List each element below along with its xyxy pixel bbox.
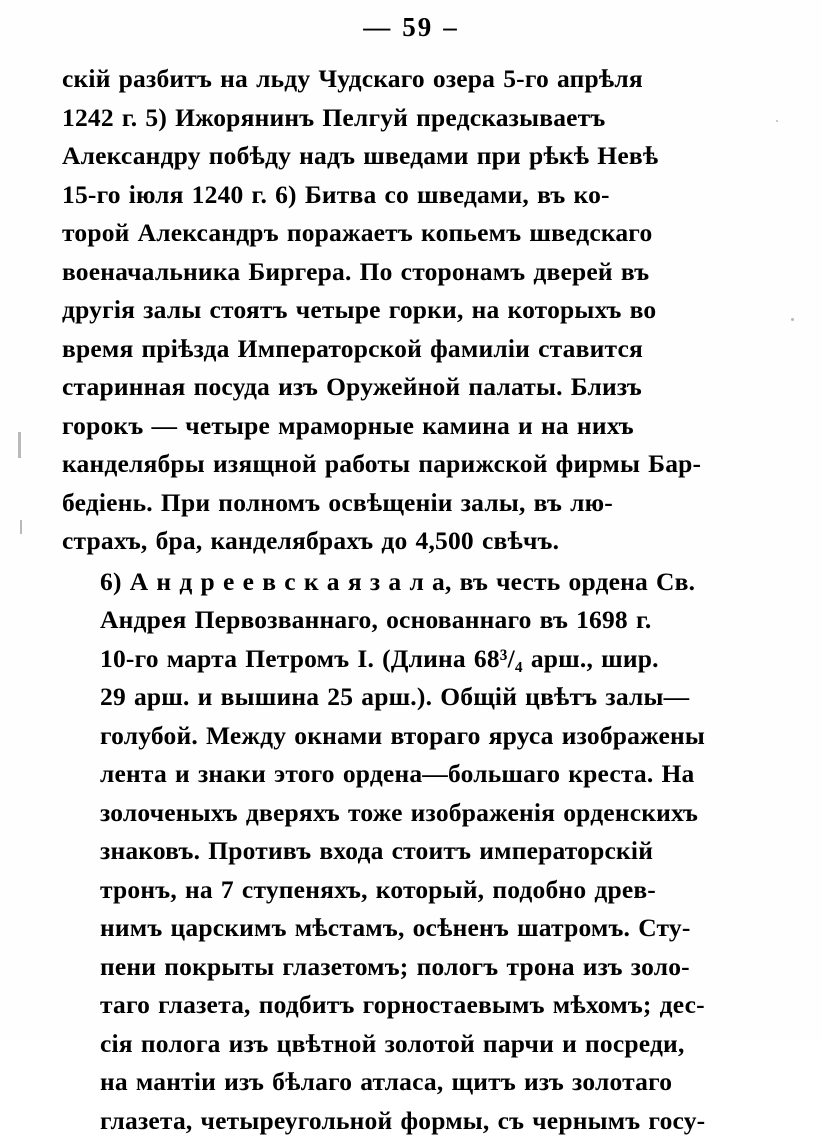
text-line: страхъ, бра, канделябрахъ до 4,500 свѣчъ. [62,526,560,555]
page-number-dash-left: — [363,12,393,42]
scan-artifact-right [791,318,794,321]
text-line: Александру побѣду надъ шведами при рѣкѣ Невѣ [62,141,659,170]
text-line: другія залы стоятъ четыре горки, на которыхъ во [62,295,657,324]
text-line: канделябры изящной работы парижской фирмы Бар- [62,449,702,478]
page-number-header [0,0,822,44]
page-number-value: 59 [402,12,434,42]
paragraph-continued [62,60,764,561]
text-line: золоченыхъ дверяхъ тоже изображенія орденскихъ [100,797,699,827]
text-line: 10-го марта Петромъ I. (Длина 68³/₄ арш., шир. [100,643,659,673]
text-line: тронъ, на 7 ступеняхъ, который, подобно древ- [100,874,657,904]
text-line: время пріѣзда Императорской фамиліи ставится [62,333,644,363]
text-line: знаковъ. Противъ входа стоитъ императорскій [100,836,654,865]
text-line: бедіень. При полномъ освѣщеніи залы, въ лю- [62,487,613,517]
text-line: лента и знаки этого ордена—большаго креста. На [100,759,695,788]
text-line: 29 арш. и вышина 25 арш.). Общій цвѣтъ залы— [100,682,690,711]
page-body [62,60,764,1135]
text-line: 6) А н д р е е в с к а я з а л а, въ честь ордена Св. [100,566,696,596]
text-line: сія полога изъ цвѣтной золотой парчи и посреди, [100,1028,685,1058]
text-line: 1242 г. 5) Ижорянинъ Пелгуй предсказываетъ [62,102,606,132]
scan-artifact-right-secondary [776,120,778,122]
text-line: торой Александръ поражаетъ копьемъ шведскаго [62,218,653,247]
text-line: 15-го іюля 1240 г. 6) Битва со шведами, въ ко- [62,179,610,209]
text-line: пени покрыты глазетомъ; пологъ трона изъ золо- [100,951,690,981]
text-line: Андрея Первозваннаго, основаннаго въ 1698 г. [100,605,652,634]
scan-artifact-left-secondary [20,520,22,534]
page-number-dash-right: – [443,12,459,42]
text-line: старинная посуда изъ Оружейной палаты. Близъ [62,372,642,401]
text-line: нимъ царскимъ мѣстамъ, осѣненъ шатромъ. Сту- [100,913,691,942]
text-line: на мантіи изъ бѣлаго атласа, щитъ изъ золотаго [100,1067,673,1096]
text-line-clipped: глазета, четыреугольной формы, съ чернымъ госу- [100,1105,706,1135]
text-line: военачальника Биргера. По сторонамъ дверей въ [62,256,650,286]
text-line: горокъ — четыре мраморные камина и на нихъ [62,410,634,440]
text-line: голубой. Между окнами втораго яруса изображены [100,720,706,750]
scan-artifact-left [18,432,21,458]
text-line: скій разбитъ на льду Чудскаго озера 5-го апрѣля [62,64,643,93]
text-line: таго глазета, подбитъ горностаевымъ мѣхомъ; дес- [100,990,705,1019]
paragraph-andreevskaya [62,563,764,1135]
